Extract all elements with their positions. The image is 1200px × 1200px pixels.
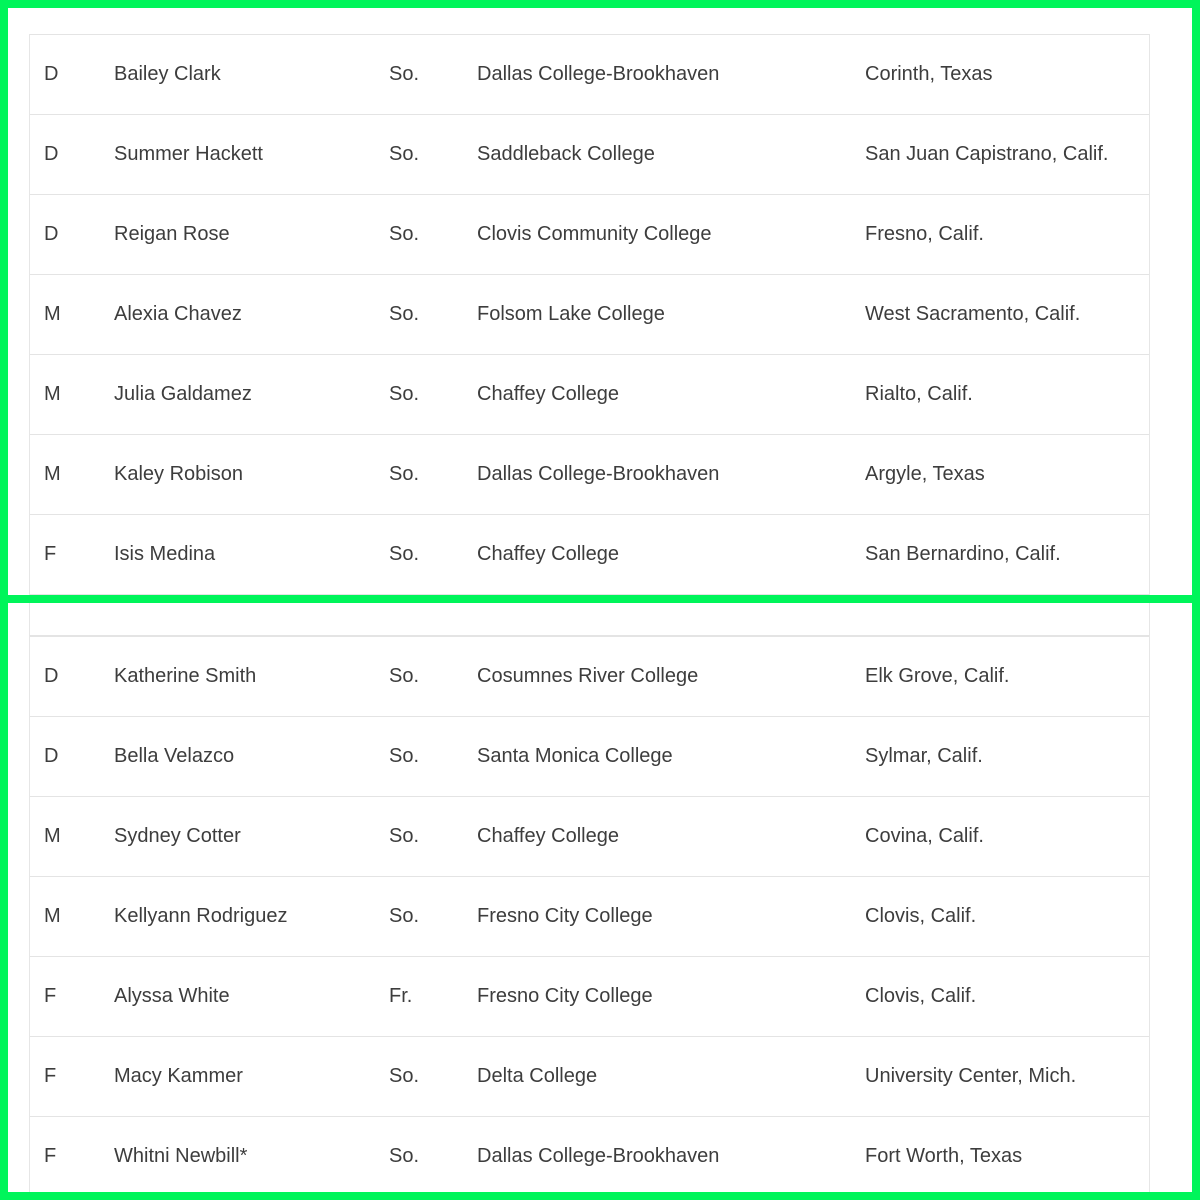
player-name-cell: Macy Kammer [114, 1065, 243, 1087]
year-cell: Fr. [389, 985, 413, 1007]
roster-table-bottom [29, 636, 1150, 1197]
position-cell: F [44, 1065, 57, 1087]
player-name-cell: Kellyann Rodriguez [114, 905, 288, 927]
player-name-cell: Kaley Robison [114, 463, 243, 485]
school-cell: Chaffey College [477, 543, 619, 565]
hometown-cell: Fresno, Calif. [865, 223, 984, 245]
table-row [30, 636, 1149, 717]
school-cell: Dallas College-Brookhaven [477, 63, 720, 85]
year-cell: So. [389, 303, 420, 325]
school-cell: Santa Monica College [477, 745, 673, 767]
table-row [30, 797, 1149, 877]
school-cell: Cosumnes River College [477, 665, 699, 687]
table-row [30, 1037, 1149, 1117]
school-cell: Chaffey College [477, 825, 619, 847]
year-cell: So. [389, 463, 420, 485]
player-name-cell: Sydney Cotter [114, 825, 241, 847]
table-row [30, 1117, 1149, 1197]
school-cell: Fresno City College [477, 985, 653, 1007]
position-cell: D [44, 665, 59, 687]
hometown-cell: Clovis, Calif. [865, 985, 977, 1007]
player-name-cell: Julia Galdamez [114, 383, 252, 405]
hometown-cell: University Center, Mich. [865, 1065, 1077, 1087]
year-cell: So. [389, 223, 420, 245]
roster-panel-bottom [0, 600, 1200, 1200]
player-name-cell: Bella Velazco [114, 745, 235, 767]
year-cell: So. [389, 543, 420, 565]
player-name-cell: Bailey Clark [114, 63, 221, 85]
table-row [30, 717, 1149, 797]
table-row [30, 195, 1149, 275]
hometown-cell: Clovis, Calif. [865, 905, 977, 927]
school-cell: Delta College [477, 1065, 598, 1087]
year-cell: So. [389, 143, 420, 165]
hometown-cell: San Bernardino, Calif. [865, 543, 1061, 565]
year-cell: So. [389, 1145, 420, 1167]
table-row [30, 877, 1149, 957]
hometown-cell: Sylmar, Calif. [865, 745, 983, 767]
year-cell: So. [389, 1065, 420, 1087]
hometown-cell: Fort Worth, Texas [865, 1145, 1023, 1167]
hometown-cell: San Juan Capistrano, Calif. [865, 143, 1109, 165]
school-cell: Saddleback College [477, 143, 655, 165]
player-name-cell: Alyssa White [114, 985, 230, 1007]
school-cell: Clovis Community College [477, 223, 712, 245]
school-cell: Chaffey College [477, 383, 619, 405]
year-cell: So. [389, 745, 420, 767]
player-name-cell: Alexia Chavez [114, 303, 242, 325]
position-cell: M [44, 383, 61, 405]
player-name-cell: Summer Hackett [114, 143, 263, 165]
player-name-cell: Isis Medina [114, 543, 216, 565]
position-cell: D [44, 63, 59, 85]
school-cell: Folsom Lake College [477, 303, 665, 325]
year-cell: So. [389, 383, 420, 405]
position-cell: D [44, 223, 59, 245]
player-name-cell: Whitni Newbill* [114, 1145, 248, 1167]
position-cell: M [44, 303, 61, 325]
table-row [30, 515, 1149, 595]
year-cell: So. [389, 825, 420, 847]
table-row [30, 355, 1149, 435]
position-cell: F [44, 543, 57, 565]
position-cell: M [44, 905, 61, 927]
position-cell: D [44, 745, 59, 767]
table-row [30, 275, 1149, 355]
position-cell: D [44, 143, 59, 165]
table-row [30, 34, 1149, 115]
position-cell: M [44, 463, 61, 485]
school-cell: Fresno City College [477, 905, 653, 927]
roster-table-top [29, 34, 1150, 595]
hometown-cell: Corinth, Texas [865, 63, 993, 85]
clipped-table-row [29, 600, 1150, 636]
player-name-cell: Reigan Rose [114, 223, 230, 245]
year-cell: So. [389, 63, 420, 85]
player-name-cell: Katherine Smith [114, 665, 257, 687]
table-row [30, 115, 1149, 195]
table-row [30, 435, 1149, 515]
position-cell: M [44, 825, 61, 847]
school-cell: Dallas College-Brookhaven [477, 463, 720, 485]
hometown-cell: Covina, Calif. [865, 825, 984, 847]
hometown-cell: Elk Grove, Calif. [865, 665, 1010, 687]
hometown-cell: Argyle, Texas [865, 463, 985, 485]
hometown-cell: West Sacramento, Calif. [865, 303, 1081, 325]
school-cell: Dallas College-Brookhaven [477, 1145, 720, 1167]
table-row [30, 957, 1149, 1037]
year-cell: So. [389, 665, 420, 687]
position-cell: F [44, 985, 57, 1007]
hometown-cell: Rialto, Calif. [865, 383, 973, 405]
year-cell: So. [389, 905, 420, 927]
position-cell: F [44, 1145, 57, 1167]
